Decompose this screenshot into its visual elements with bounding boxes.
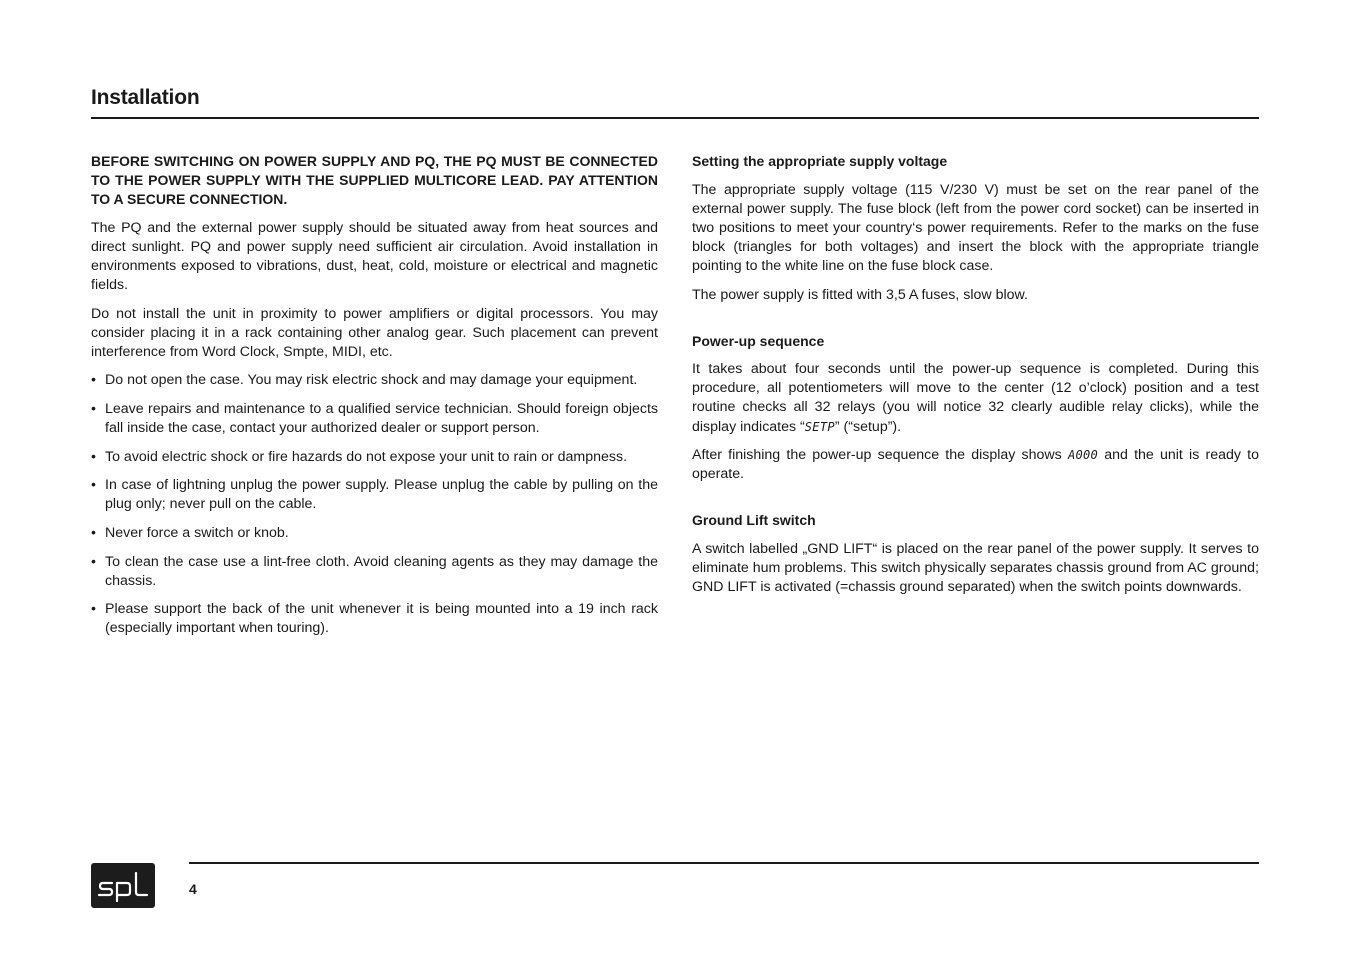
ground-lift-heading: Ground Lift switch <box>692 512 816 529</box>
bullet-icon: • <box>91 401 96 418</box>
list-item <box>91 400 658 438</box>
voltage-heading: Setting the appropriate supply voltage <box>692 153 948 169</box>
bullet-icon: • <box>91 448 96 465</box>
list-item-text: In case of lightning unplug the power supply. Please unplug the cable by pulling on the plug only; never pull on the cable. <box>105 477 658 513</box>
list-item-text: Do not open the case. You may risk electric shock and may damage your equipment. <box>105 372 638 389</box>
list-item <box>91 600 658 638</box>
display-readout: SETP <box>804 419 835 434</box>
list-item <box>91 371 658 390</box>
bullet-icon: • <box>91 601 96 618</box>
bullet-icon: • <box>91 553 96 570</box>
list-item-text: Please support the back of the unit whenever it is being mounted into a 19 inch rack (especially important when touring). <box>105 601 658 637</box>
safety-warning: BEFORE SWITCHING ON POWER SUPPLY AND PQ, THE PQ MUST BE CONNECTED TO THE POWER SUPPLY WITH THE SUPPLIED MULTICORE LEAD. PAY ATTENTION TO A SECURE CONNECTION. <box>91 153 658 208</box>
right-column <box>692 152 1259 624</box>
ready-paragraph <box>692 446 1259 484</box>
list-item <box>91 448 658 467</box>
voltage-paragraph: The appropriate supply voltage (115 V/230 V) must be set on the rear panel of the external power supply. The fuse block (left from the power cord socket) can be inserted in two positions to meet your country‘s power requirements. Refer to the marks on the fuse block (triangles for both voltages) and insert the block with the appropriate triangle pointing to the white line on the fuse block case. <box>692 181 1259 274</box>
list-item-text: Never force a switch or knob. <box>105 525 289 541</box>
voltage-section <box>692 152 1259 305</box>
list-item <box>91 553 658 591</box>
powerup-paragraph <box>692 360 1259 436</box>
interference-paragraph: Do not install the unit in proximity to power amplifiers or digital processors. You may consider placing it in a rack containing other analog gear. Such placement can prevent interference from Word Clock, Smpte, MIDI, etc. <box>91 305 658 360</box>
bullet-icon: • <box>91 477 96 494</box>
powerup-heading: Power-up sequence <box>692 332 825 349</box>
ready-text: After finishing the power-up sequence the display shows <box>692 447 1068 464</box>
list-item <box>91 476 658 514</box>
page-title: Installation <box>91 86 200 109</box>
title-divider <box>91 117 1259 119</box>
footer-divider <box>189 862 1259 864</box>
fuse-paragraph: The power supply is fitted with 3,5 A fuses, slow blow. <box>692 286 1028 303</box>
powerup-text: It takes about four seconds until the power-up sequence is completed. During this procedure, all potentiometers will move to the center (12 o’clock) position and a test routine checks all 32 relays (you will notice 32 clearly audible relay clicks), while the display indicates “ <box>692 361 1259 435</box>
list-item-text: To avoid electric shock or fire hazards do not expose your unit to rain or dampness. <box>105 448 628 465</box>
page-number: 4 <box>189 881 197 897</box>
display-readout: A000 <box>1067 448 1099 463</box>
bullet-icon: • <box>91 372 96 389</box>
powerup-section <box>692 332 1259 485</box>
list-item-text: Leave repairs and maintenance to a qualified service technician. Should foreign objects fall inside the case, contact your authorized dealer or support person. <box>105 401 658 437</box>
left-column <box>91 152 658 648</box>
bullet-icon: • <box>91 525 96 541</box>
spl-logo-icon <box>91 863 155 908</box>
powerup-text-end: ” (“setup”). <box>834 418 902 435</box>
list-item-text: To clean the case use a lint-free cloth. Avoid cleaning agents as they may damage the chassis. <box>105 553 658 589</box>
spl-logo-mark <box>95 868 151 904</box>
ready-text-end: and the unit is ready to operate. <box>692 447 1259 483</box>
list-item <box>91 524 658 543</box>
placement-paragraph: The PQ and the external power supply should be situated away from heat sources and direct sunlight. PQ and power supply need sufficient air circulation. Avoid installation in environments exposed to vibrations, dust, heat, cold, moisture or electrical and magnetic fields. <box>91 219 658 294</box>
ground-lift-paragraph: A switch labelled „GND LIFT“ is placed on the rear panel of the power supply. It serves to eliminate hum problems. This switch physically separates chassis ground from AC ground; GND LIFT is activated (=chassis ground separated) when the switch points downwards. <box>692 540 1259 596</box>
safety-list <box>91 371 658 638</box>
ground-lift-section <box>692 511 1259 597</box>
